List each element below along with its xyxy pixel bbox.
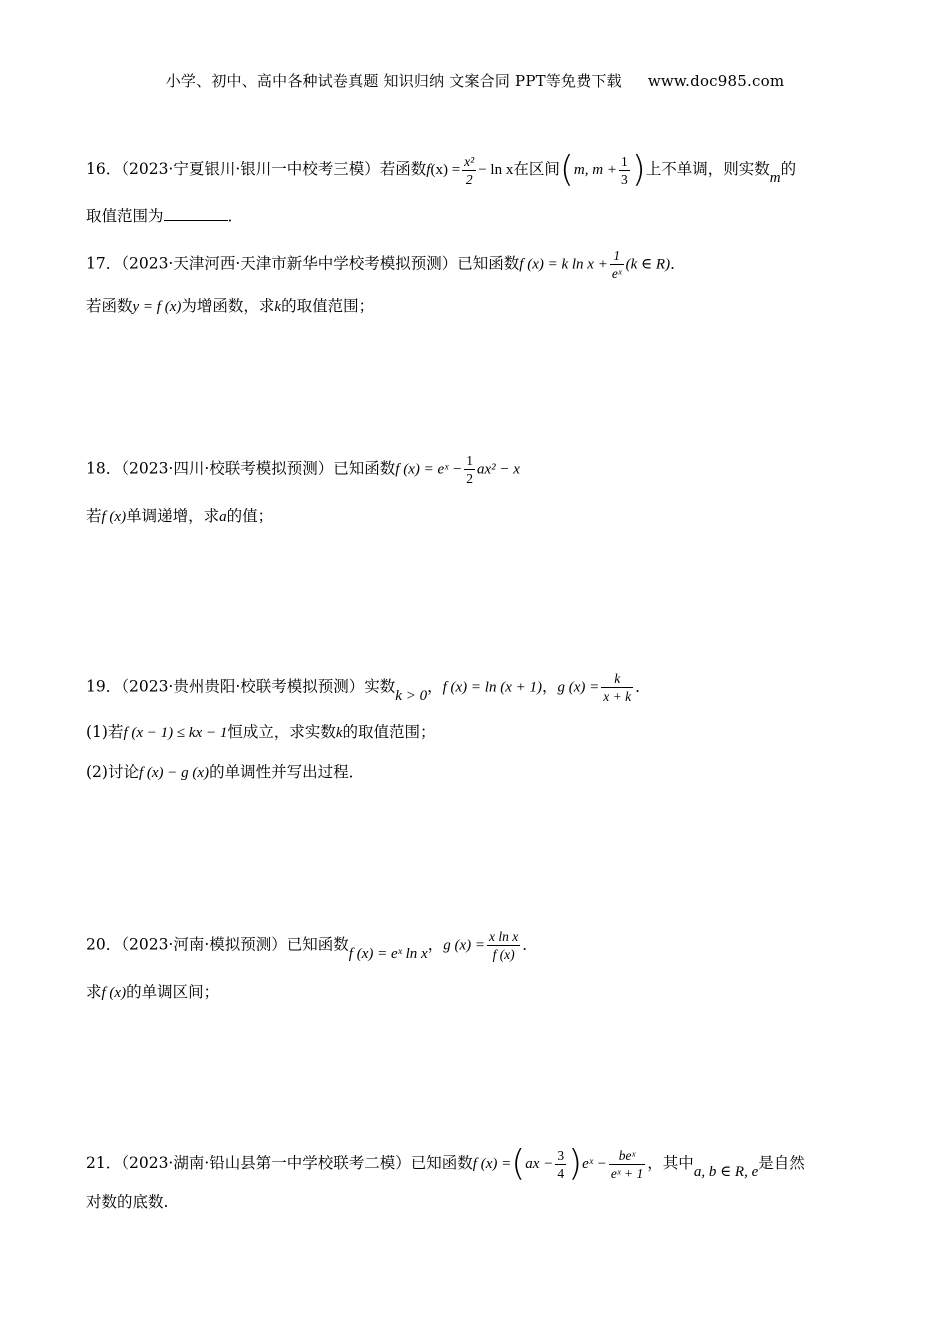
formula: ax −: [525, 1156, 554, 1172]
question-number: 21．: [86, 1154, 122, 1172]
header-text: 小学、初中、高中各种试卷真题 知识归纳 文案合同 PPT等免费下载: [165, 72, 622, 90]
text: ，其中: [647, 1154, 694, 1172]
text: (1)若: [86, 723, 124, 741]
formula: m: [769, 170, 781, 186]
fraction: $\frac{3}{4}$: [557, 1147, 565, 1181]
question-17-line1: [86, 247, 686, 282]
text: ．: [227, 207, 244, 225]
fraction: $\frac{\text{x ln x}}{f (x)}$: [489, 929, 519, 962]
question-18-line2: [86, 504, 273, 529]
formula: k > 0: [395, 687, 428, 704]
formula: − ln x: [478, 162, 514, 178]
question-19-line1: [86, 670, 651, 705]
text: ．: [635, 677, 651, 696]
formula: m, m +: [573, 162, 617, 178]
header-site: www.doc985.com: [647, 72, 785, 90]
text: 取值范围为: [86, 207, 164, 225]
text: ，: [427, 677, 443, 696]
formula: eˣ −: [582, 1156, 607, 1172]
fraction: $\frac{\text{x²}}{2}$: [464, 153, 475, 187]
question-source: （2023·河南·模拟预测）已知函数: [121, 935, 349, 954]
answer-blank: [164, 206, 228, 221]
question-21-line1: 21．（2023·湖南·铅山县第一中学校联考二模）已知函数f (x) =(ax − $\frac{3}{4}$ )eˣ − $\frac{\text{beˣ}}{\text{eˣ + 1}}$ ，其中a, b ∈ R, e是自然: [86, 1143, 805, 1184]
text: ，: [541, 677, 558, 696]
text: 的值；: [226, 507, 274, 525]
question-number: 20．: [86, 935, 122, 954]
fraction: $\frac{1}{3}$: [620, 153, 628, 187]
text: 单调递增，求: [126, 507, 220, 525]
formula: f (x) = eˣ −: [395, 461, 463, 478]
text: 上不单调，则实数: [645, 160, 770, 178]
fraction: $\frac{k}{x + k}$: [603, 671, 632, 704]
formula: f (x) = eˣ ln x: [348, 945, 428, 962]
formula: y = f (x): [132, 299, 182, 315]
formula: (k ∈ R): [625, 256, 671, 273]
formula: a, b ∈ R, e: [693, 1164, 759, 1180]
fraction: $\frac{\text{beˣ}}{\text{eˣ + 1}}$: [610, 1147, 644, 1181]
text: 为增函数，求: [181, 297, 275, 315]
text: 对数的底数.: [86, 1193, 169, 1211]
text: 若: [86, 507, 102, 525]
question-source: （2023·宁夏银川·银川一中校考三模）若函数: [121, 160, 427, 178]
question-16-line2: [86, 204, 243, 228]
text: ．: [670, 254, 686, 273]
formula: f (x) =: [472, 1156, 512, 1172]
question-18-line1: [86, 452, 520, 487]
text: 若函数: [86, 297, 133, 315]
question-17-line2: [86, 294, 374, 319]
question-source: （2023·湖南·铅山县第一中学校联考二模）已知函数: [121, 1154, 473, 1172]
question-number: 17．: [86, 254, 122, 273]
text: 的单调区间；: [126, 983, 220, 1001]
question-number: 19．: [86, 677, 122, 696]
formula: f (x): [101, 985, 127, 1001]
text: ，: [427, 935, 444, 954]
question-number: 18．: [86, 459, 122, 478]
formula: ax² − x: [477, 461, 520, 478]
question-19-part1: [86, 720, 436, 745]
question-16-line1: 16．（2023·宁夏银川·银川一中校考三模）若函数f(x) = $\frac{\text{x²}}{2}$ − ln x在区间(m, m + $\frac{1}{3}$ )上不单调，则实数m的: [86, 149, 797, 190]
question-source: （2023·四川·校联考模拟预测）已知函数: [121, 459, 396, 478]
formula: g (x) =: [557, 679, 600, 696]
formula: g (x) =: [443, 937, 485, 954]
formula: k: [274, 299, 282, 315]
text: 的单调性并写出过程．: [209, 763, 365, 781]
formula: (x) =: [430, 162, 461, 178]
page-header: [0, 70, 950, 91]
text: 恒成立，求实数: [227, 723, 336, 741]
fraction: $\frac{1}{2}$: [466, 453, 473, 486]
question-number: 16．: [86, 160, 122, 178]
formula: f (x) = ln (x + 1): [442, 679, 542, 696]
text: 的取值范围；: [281, 297, 375, 315]
text: 是自然: [758, 1154, 805, 1172]
text: 求: [86, 983, 102, 1001]
question-source: （2023·贵州贵阳·校联考模拟预测）实数: [121, 677, 396, 696]
formula: a: [219, 509, 227, 525]
text: 在区间: [513, 160, 560, 178]
text: ．: [522, 935, 538, 954]
question-19-part2: [86, 760, 364, 785]
text: (2)讨论: [86, 763, 139, 781]
formula: f (x − 1) ≤ kx − 1: [123, 725, 228, 741]
fraction: $\frac{1}{\text{eˣ}}$: [611, 248, 622, 281]
formula: f: [426, 162, 431, 178]
question-20-line2: [86, 980, 219, 1005]
formula: f (x) = k ln x +: [519, 256, 608, 273]
text: 的: [780, 160, 797, 178]
formula: f (x) − g (x): [138, 765, 210, 781]
question-21-line2: [86, 1190, 168, 1214]
question-20-line1: [86, 928, 538, 963]
formula: f (x): [101, 509, 127, 525]
formula: k: [335, 725, 343, 741]
question-source: （2023·天津河西·天津市新华中学校考模拟预测）已知函数: [121, 254, 520, 273]
text: 的取值范围；: [342, 723, 436, 741]
